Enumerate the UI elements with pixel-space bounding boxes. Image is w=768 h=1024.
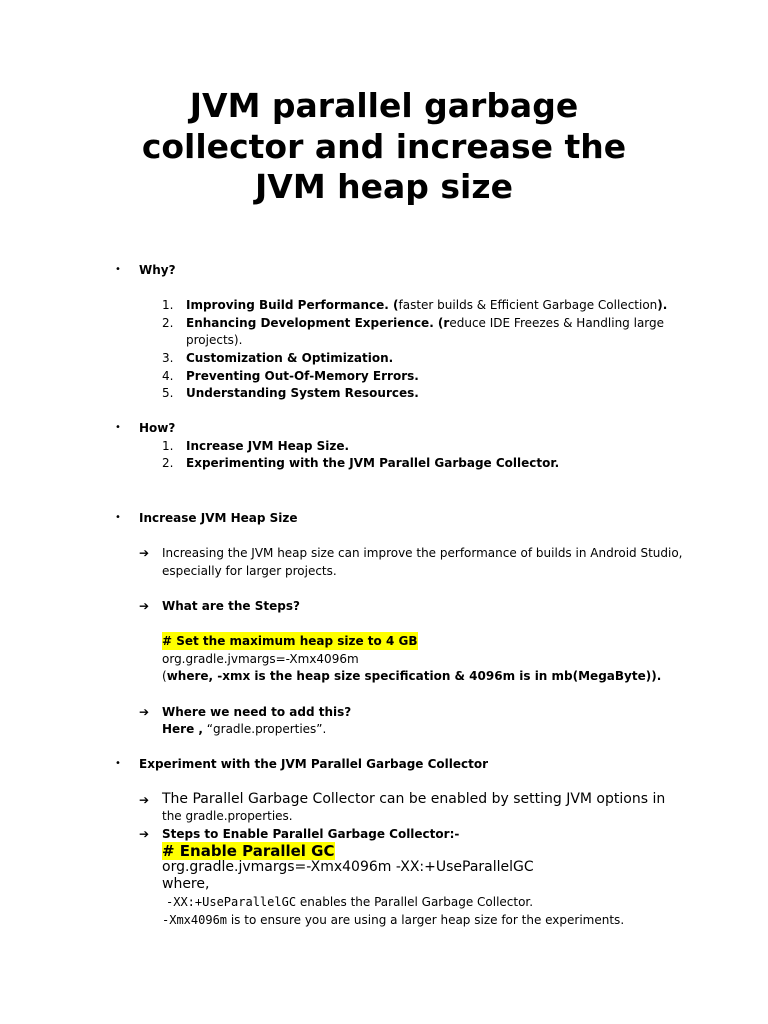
gc-code-line: org.gradle.jvmargs=-Xmx4096m -XX:+UseParallelGC [162, 859, 534, 875]
page-title-line-1: JVM parallel garbage [189, 86, 579, 125]
why-item-1: Improving Build Performance. (faster builds & Efficient Garbage Collection). [186, 298, 668, 312]
how-item-1: Increase JVM Heap Size. [186, 439, 350, 453]
gc-desc-line-1: The Parallel Garbage Collector can be enabled by setting JVM options in [162, 791, 666, 807]
heap-desc-line-2: especially for larger projects. [162, 564, 337, 578]
why-item-3: Customization & Optimization. [186, 351, 394, 365]
arrow-icon: ➔ [139, 793, 150, 807]
how-item-2-number: 2. [162, 456, 174, 470]
arrow-icon: ➔ [139, 599, 150, 613]
why-item-2: Enhancing Development Experience. (reduce IDE Freezes & Handling large [186, 316, 665, 330]
gc-section-heading: Experiment with the JVM Parallel Garbage Collector [139, 757, 489, 771]
gc-desc-line-2: the gradle.properties. [162, 809, 293, 823]
why-item-4: Preventing Out-Of-Memory Errors. [186, 369, 419, 383]
gc-steps-label: Steps to Enable Parallel Garbage Collector:- [162, 827, 460, 841]
heap-here-line: Here , “gradle.properties”. [162, 722, 327, 736]
heap-code-line: org.gradle.jvmargs=-Xmx4096m [162, 652, 359, 666]
gc-note-2: -Xmx4096m is to ensure you are using a larger heap size for the experiments. [162, 913, 625, 927]
arrow-icon: ➔ [139, 546, 150, 560]
bullet-how: • [115, 422, 121, 433]
page-title-line-3: JVM heap size [255, 167, 513, 206]
gc-code-comment: # Enable Parallel GC [162, 842, 335, 860]
heap-section-heading: Increase JVM Heap Size [139, 511, 298, 525]
why-item-2-number: 2. [162, 316, 174, 330]
gc-where-label: where, [162, 876, 210, 892]
why-label: Why? [139, 263, 176, 277]
bullet-gc-section: • [115, 758, 121, 769]
how-item-2: Experimenting with the JVM Parallel Garbage Collector. [186, 456, 560, 470]
how-label: How? [139, 421, 176, 435]
why-item-1-number: 1. [162, 298, 174, 312]
why-item-3-number: 3. [162, 351, 174, 365]
bullet-heap-section: • [115, 512, 121, 523]
why-item-5-number: 5. [162, 386, 174, 400]
heap-steps-label: What are the Steps? [162, 599, 300, 613]
heap-code-comment: # Set the maximum heap size to 4 GB [162, 634, 418, 648]
page-title-line-2: collector and increase the [141, 127, 627, 166]
arrow-icon: ➔ [139, 827, 150, 841]
why-item-5: Understanding System Resources. [186, 386, 419, 400]
why-item-4-number: 4. [162, 369, 174, 383]
arrow-icon: ➔ [139, 705, 150, 719]
heap-desc-line-1: Increasing the JVM heap size can improve the performance of builds in Android Studio, [162, 546, 683, 560]
heap-where-note: (where, -xmx is the heap size specification & 4096m is in mb(MegaByte)). [162, 669, 662, 683]
how-item-1-number: 1. [162, 439, 174, 453]
why-item-2-continuation: projects). [186, 333, 243, 347]
heap-add-label: Where we need to add this? [162, 705, 352, 719]
bullet-why: • [115, 264, 121, 275]
gc-note-1: -XX:+UseParallelGC enables the Parallel Garbage Collector. [166, 895, 534, 909]
